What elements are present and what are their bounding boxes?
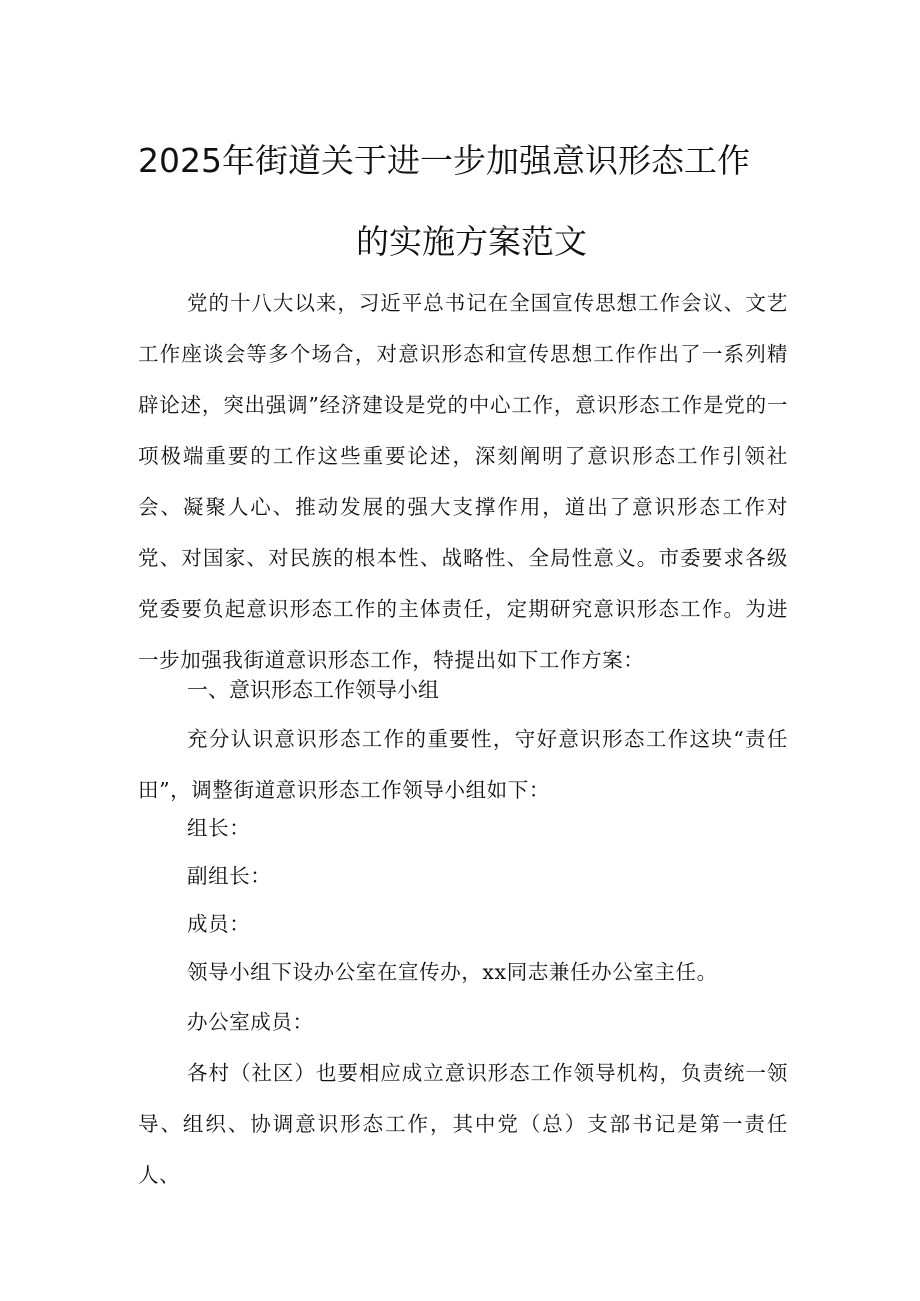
office-line: 领导小组下设办公室在宣传办，xx同志兼任办公室主任。 xyxy=(187,960,718,984)
members-label: 成员： xyxy=(187,912,251,936)
intro-paragraph-block xyxy=(138,278,788,686)
section-1-heading: 一、意识形态工作领导小组 xyxy=(187,678,439,702)
document-title-line-2: 的实施方案范文 xyxy=(356,222,587,261)
villages-paragraph-block xyxy=(138,1048,788,1201)
leader-label: 组长： xyxy=(187,816,251,840)
office-members-label: 办公室成员： xyxy=(187,1010,314,1034)
deputy-leader-label: 副组长： xyxy=(187,864,272,888)
document-title-line-1: 2025年街道关于进一步加强意识形态工作 xyxy=(138,141,750,180)
villages-paragraph: 各村（社区）也要相应成立意识形态工作领导机构，负责统一领导、组织、协调意识形态工作，其中党（总）支部书记是第一责任人、 xyxy=(138,1061,788,1187)
section-1-paragraph-block xyxy=(138,714,788,816)
section-1-paragraph: 充分认识意识形态工作的重要性，守好意识形态工作这块“责任田”，调整街道意识形态工作领导小组如下： xyxy=(138,727,788,802)
intro-paragraph: 党的十八大以来，习近平总书记在全国宣传思想工作会议、文艺工作座谈会等多个场合，对意识形态和宣传思想工作作出了一系列精辟论述，突出强调”经济建设是党的中心工作，意识形态工作是党的一项极端重要的工作这些重要论述，深刻阐明了意识形态工作引领社会、凝聚人心、推动发展的强大支撑作用，道出了意识形态工作对党、对国家、对民族的根本性、战略性、全局性意义。市委要求各级党委要负起意识形态工作的主体责任，定期研究意识形态工作。为进一步加强我街道意识形态工作，特提出如下工作方案： xyxy=(138,291,788,672)
